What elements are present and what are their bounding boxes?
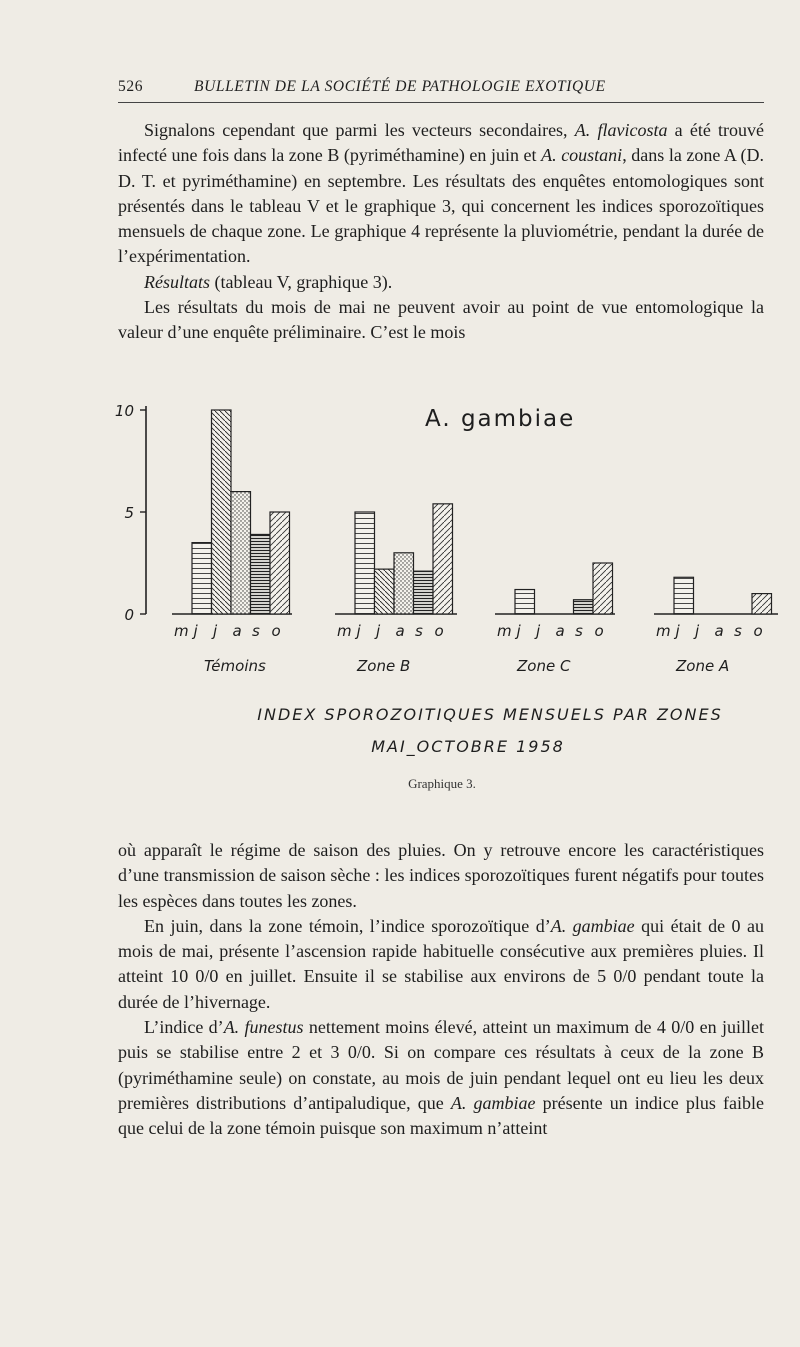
chart-title: A. gambiae: [425, 406, 576, 432]
month-label: s: [415, 622, 423, 640]
month-label: o: [594, 622, 604, 640]
bar: [574, 600, 594, 614]
month-label: s: [252, 622, 260, 640]
bar: [674, 577, 694, 614]
figure-label: Graphique 3.: [408, 776, 476, 791]
running-header: [118, 78, 764, 103]
month-label: m: [497, 622, 512, 640]
month-label: j: [675, 622, 680, 640]
bar: [212, 410, 232, 614]
bar: [251, 534, 271, 614]
group-label: Zone C: [517, 657, 571, 675]
month-label: a: [555, 622, 565, 640]
bar: [752, 594, 772, 614]
caption-line-1: INDEX SPOROZOITIQUES MENSUELS PAR ZONES: [257, 705, 723, 724]
month-label: j: [356, 622, 361, 640]
month-label: m: [656, 622, 671, 640]
month-label: o: [434, 622, 444, 640]
chart-canvas: [0, 396, 800, 796]
paragraph: En juin, dans la zone témoin, l’indice sporozoïtique d’A. gambiae qui était de 0 au mois de mai, présente l’ascension rapide habituelle consécutive aux premières pluies. Il atteint 10 0/0 en juillet. Ensuite il se stabilise aux environs de 5 0/0 pendant toute la durée de l’hivernage.: [118, 915, 765, 1012]
bar: [433, 504, 453, 614]
bar: [231, 492, 251, 614]
body-text-top: [118, 118, 764, 346]
bar: [515, 590, 535, 614]
month-label: a: [395, 622, 405, 640]
month-label: a: [714, 622, 724, 640]
month-label: m: [337, 622, 352, 640]
paragraph: L’indice d’A. funestus nettement moins élevé, atteint un maximum de 4 0/0 en juillet puis se stabilise entre 2 et 3 0/0. Si on compare ces résultats à ceux de la zone B (pyriméthamine seule) on constate, au mois de juin pendant lequel ont eu lieu les deux premières distributions d’antipaludique, que A. gambiae présente un indice plus faible que celui de la zone témoin puisque son maximum n’atteint: [118, 1017, 765, 1139]
caption-line-2: MAI_OCTOBRE 1958: [371, 737, 565, 756]
paragraph: Résultats (tableau V, graphique 3).: [144, 271, 393, 292]
bar: [355, 512, 375, 614]
month-label: j: [536, 622, 541, 640]
month-label: s: [575, 622, 583, 640]
bar: [375, 569, 395, 614]
y-tick-label: 0: [124, 606, 134, 624]
month-label: j: [516, 622, 521, 640]
sporozoite-index-chart: [0, 396, 800, 796]
month-label: o: [271, 622, 281, 640]
month-label: a: [232, 622, 242, 640]
month-label: m: [174, 622, 189, 640]
bar: [270, 512, 290, 614]
group-label: Zone A: [676, 657, 730, 675]
month-label: s: [734, 622, 742, 640]
month-label: j: [193, 622, 198, 640]
paragraph: où apparaît le régime de saison des pluies. On y retrouve encore les caractéristiques d’une transmission de saison sèche : les indices sporozoïtiques furent négatifs pour toutes les espèces dans toutes les zones.: [118, 840, 764, 911]
month-label: j: [376, 622, 381, 640]
group-label: Zone B: [357, 657, 411, 675]
journal-title: BULLETIN DE LA SOCIÉTÉ DE PATHOLOGIE EXOTIQUE: [194, 78, 606, 95]
bar: [593, 563, 613, 614]
bar: [394, 553, 414, 614]
bar: [414, 571, 434, 614]
month-label: j: [695, 622, 700, 640]
y-tick-label: 10: [114, 402, 134, 420]
month-label: j: [213, 622, 218, 640]
bar: [192, 543, 212, 614]
page-number: 526: [118, 78, 144, 95]
y-tick-label: 5: [124, 504, 134, 522]
month-label: o: [753, 622, 763, 640]
paragraph: Signalons cependant que parmi les vecteurs secondaires, A. flavicosta a été trouvé infecté une fois dans la zone B (pyriméthamine) en juin et A. coustani, dans la zone A (D. D. T. et pyriméthamine) en septembre. Les résultats des enquêtes entomologiques sont présentés dans le tableau V et le graphique 3, qui concernent les indices sporozoïtiques mensuels de chaque zone. Le graphique 4 représente la pluviométrie, pendant la durée de l’expérimentation.: [118, 120, 765, 267]
paragraph: Les résultats du mois de mai ne peuvent avoir au point de vue entomologique la valeur d’une enquête préliminaire. C’est le mois: [118, 297, 764, 343]
group-label: Témoins: [204, 657, 266, 675]
body-text-bottom: [118, 838, 764, 1142]
